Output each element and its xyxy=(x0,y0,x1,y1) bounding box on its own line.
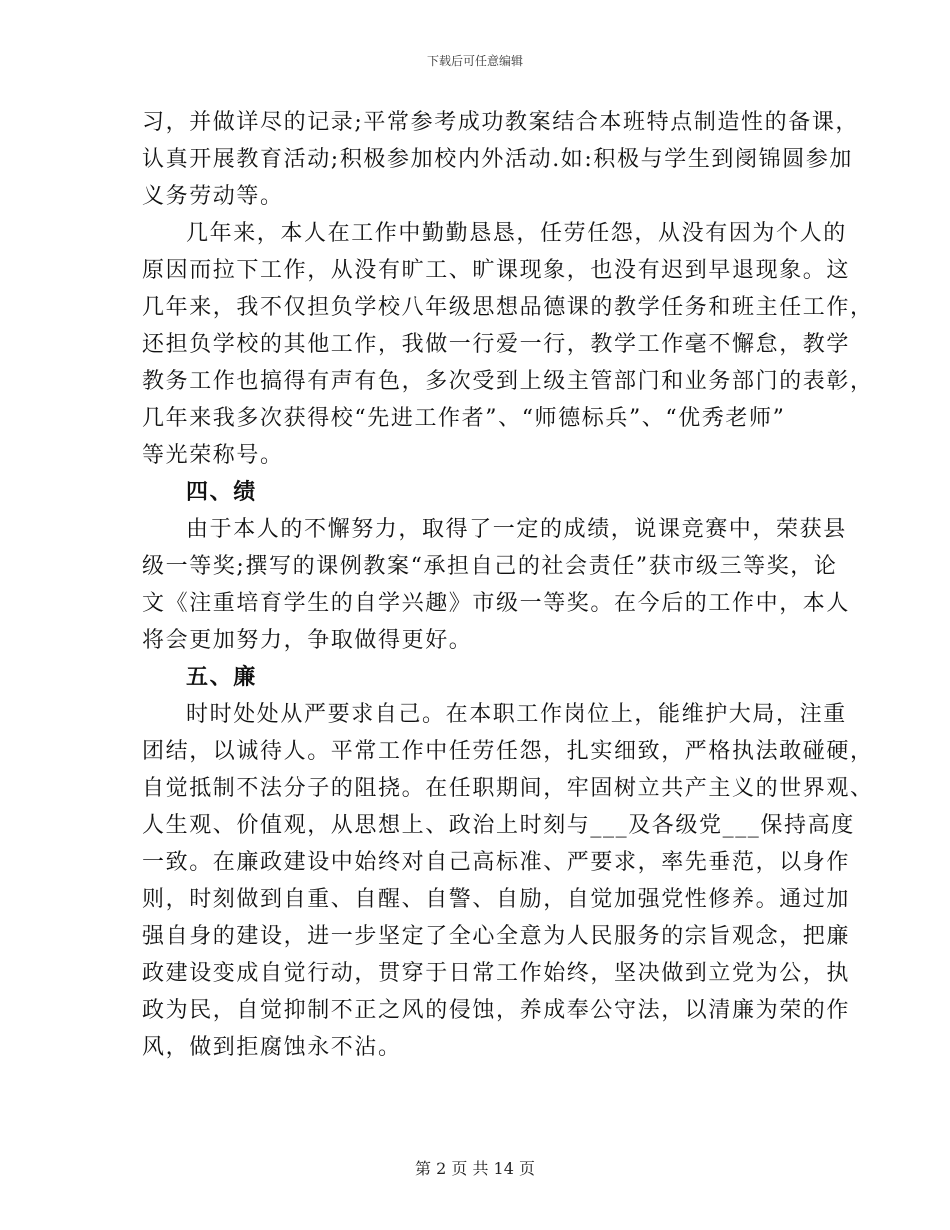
text-line: 几年来我多次获得校“先进工作者”、“师德标兵”、“优秀老师” xyxy=(142,406,786,431)
text-line: 政建设变成自觉行动，贯穿于日常工作始终，坚决做到立党为公，执 xyxy=(142,961,851,986)
text-line: 则，时刻做到自重、自醒、自警、自励，自觉加强党性修养。通过加 xyxy=(142,887,851,912)
page-footer: 第 2 页 共 14 页 xyxy=(415,1159,535,1178)
section-heading-integrity: 五、廉 xyxy=(186,664,257,690)
text-line: 强自身的建设，进一步坚定了全心全意为人民服务的宗旨观念，把廉 xyxy=(142,924,851,949)
text-line: 习，并做详尽的记录;平常参考成功教案结合本班特点制造性的备课， xyxy=(142,110,860,135)
paragraph-achievement xyxy=(142,511,851,659)
text-line: 将会更加努力，争取做得更好。 xyxy=(142,628,473,653)
text-line: 几年来，我不仅担负学校八年级思想品德课的教学任务和班主任工作， xyxy=(142,295,874,320)
page-header: 下载后可任意编辑 xyxy=(426,54,523,68)
text-line: 自觉抵制不法分子的阻挠。在任职期间，牢固树立共产主义的世界观、 xyxy=(142,776,874,801)
text-line: 义务劳动等。 xyxy=(142,184,284,209)
text-line: 团结，以诚待人。平常工作中任劳任怨，扎实细致，严格执法敢碰硬， xyxy=(142,739,874,764)
text-line: 几年来，本人在工作中勤勤恳恳，任劳任怨，从没有因为个人的 xyxy=(186,221,847,246)
text-line: 原因而拉下工作，从没有旷工、旷课现象，也没有迟到早退现象。这 xyxy=(142,258,851,283)
text-line: 时时处处从严要求自己。在本职工作岗位上，能维护大局，注重 xyxy=(186,702,847,727)
text-line: 还担负学校的其他工作，我做一行爱一行，教学工作毫不懈怠，教学 xyxy=(142,332,851,357)
section-heading-achievement: 四、绩 xyxy=(186,479,257,505)
document-body xyxy=(142,104,874,1066)
text-line: 认真开展教育活动;积极参加校内外活动.如:积极与学生到阌锦圆参加 xyxy=(142,147,854,172)
text-line: 文《注重培育学生的自学兴趣》市级一等奖。在今后的工作中，本人 xyxy=(142,591,851,616)
paragraph-integrity xyxy=(142,696,874,1066)
paragraph-diligence xyxy=(142,215,874,474)
text-line: 风，做到拒腐蚀永不沾。 xyxy=(142,1035,402,1060)
paragraph-continuation xyxy=(142,104,860,215)
text-line: 等光荣称号。 xyxy=(142,443,284,468)
text-line: 一致。在廉政建设中始终对自己高标准、严要求，率先垂范，以身作 xyxy=(142,850,851,875)
text-line: 由于本人的不懈努力，取得了一定的成绩，说课竞赛中，荣获县 xyxy=(186,517,847,542)
text-line: 人生观、价值观，从思想上、政治上时刻与___及各级党___保持高度 xyxy=(142,813,855,838)
text-line: 教务工作也搞得有声有色，多次受到上级主管部门和业务部门的表彰， xyxy=(142,369,874,394)
text-line: 政为民，自觉抑制不正之风的侵蚀，养成奉公守法，以清廉为荣的作 xyxy=(142,998,851,1023)
text-line: 级一等奖;撰写的课例教案“承担自己的社会责任”获市级三等奖，论 xyxy=(142,554,838,579)
